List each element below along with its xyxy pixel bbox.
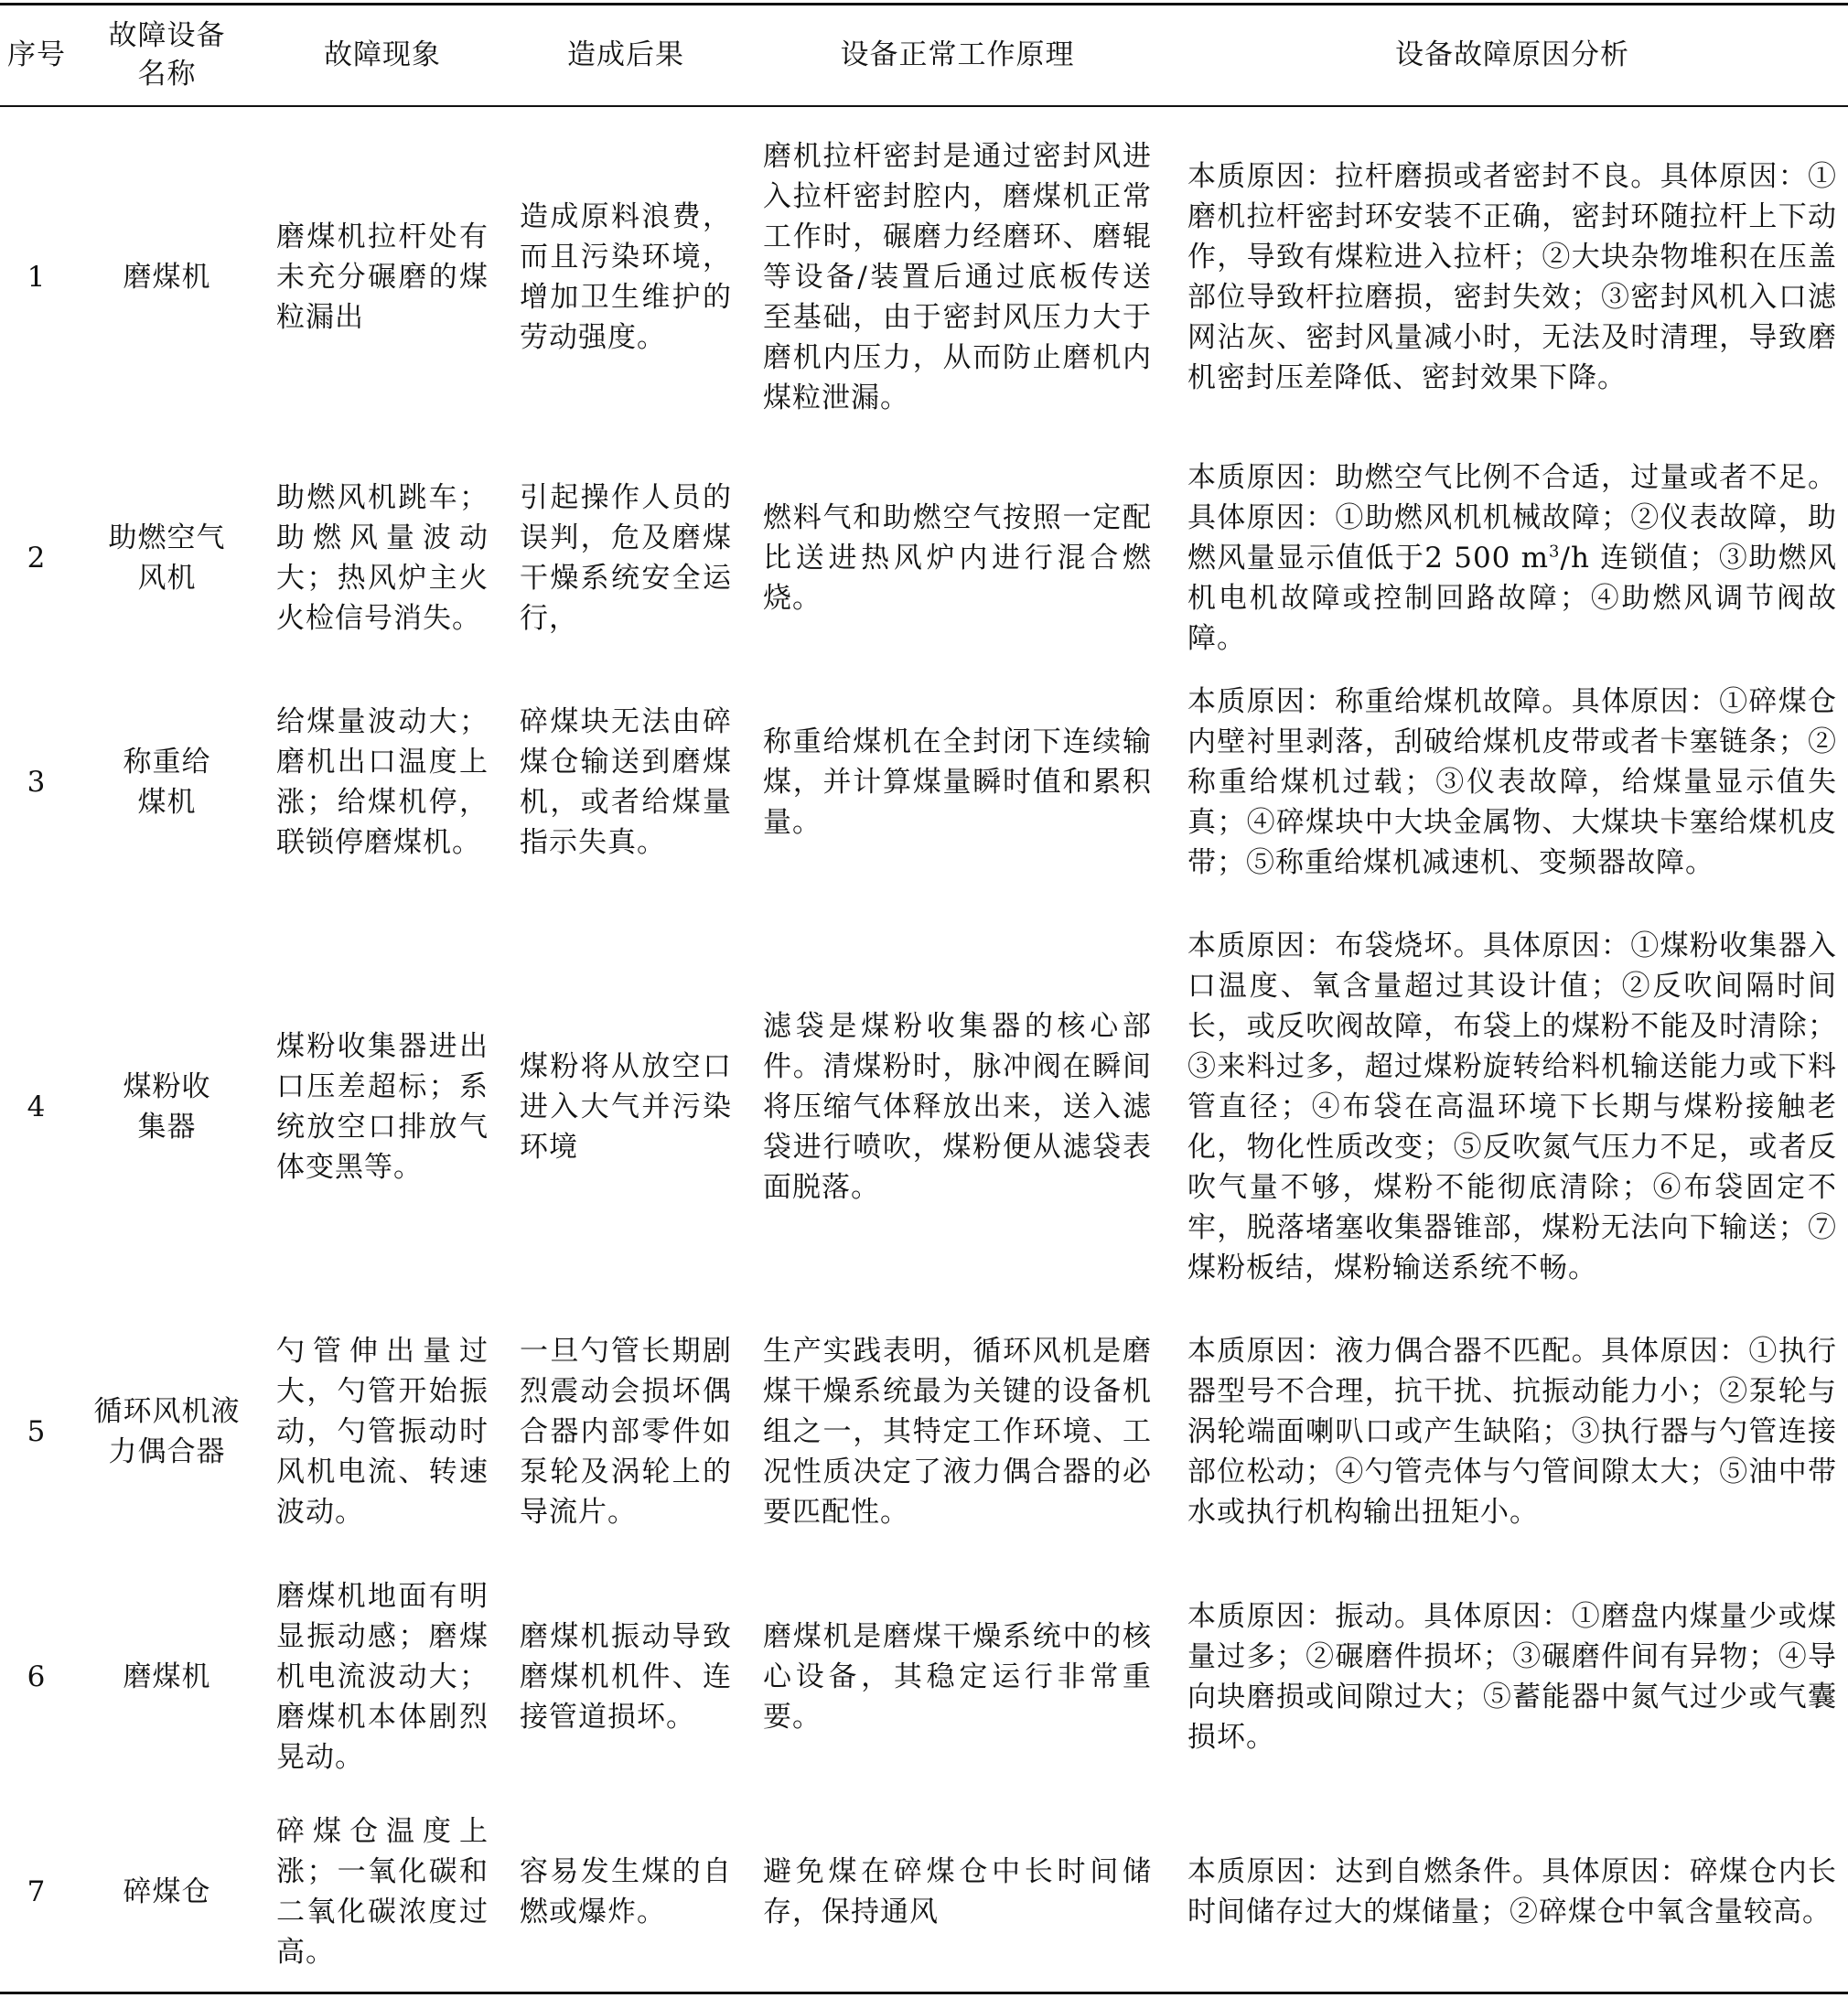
row-6-consequence: 磨煤机振动导致磨煤机机件、连接管道损坏。 bbox=[520, 1619, 732, 1734]
row-7-consequence: 容易发生煤的自燃或爆炸。 bbox=[520, 1854, 732, 1928]
header-principle: 设备正常工作原理 bbox=[840, 38, 1075, 71]
row-4-device: 煤粉收集器 bbox=[123, 1070, 211, 1144]
row-5-device: 循环风机液力偶合器 bbox=[93, 1395, 241, 1468]
row-2-analysis-sup: 3 bbox=[1549, 542, 1561, 562]
row-5-analysis: 本质原因：液力偶合器不匹配。具体原因：①执行器型号不合理，抗干扰、抗振动能力小；②泵轮与涡轮端面喇叭口或产生缺陷；③执行器与勺管连接部位松动；④勺管壳体与勺管间隙太大；⑤油中带水或执行机构输出扭矩小。 bbox=[1187, 1335, 1837, 1529]
row-3-analysis: 本质原因：称重给煤机故障。具体原因：①碎煤仓内壁衬里剥落，刮破给煤机皮带或者卡塞链条；②称重给煤机过载；③仪表故障，给煤量显示值失真；④碎煤块中大块金属物、大煤块卡塞给煤机皮带；⑤称重给煤机减速机、变频器故障。 bbox=[1187, 685, 1837, 879]
row-5-principle: 生产实践表明，循环风机是磨煤干燥系统最为关键的设备机组之一，其特定工作环境、工况性质决定了液力偶合器的必要匹配性。 bbox=[763, 1335, 1152, 1529]
row-4-principle: 滤袋是煤粉收集器的核心部件。清煤粉时，脉冲阀在瞬间将压缩气体释放出来，送入滤袋进行喷吹，煤粉便从滤袋表面脱落。 bbox=[763, 1010, 1152, 1204]
header-analysis: 设备故障原因分析 bbox=[1395, 38, 1629, 71]
row-6-analysis: 本质原因：振动。具体原因：①磨盘内煤量少或煤量过多；②碾磨件损坏；③碾磨件间有异物；④导向块磨损或间隙过大；⑤蓄能器中氮气过少或气囊损坏。 bbox=[1187, 1599, 1837, 1754]
row-1-principle: 磨机拉杆密封是通过密封风进入拉杆密封腔内，磨煤机正常工作时，碾磨力经磨环、磨辊等设备/装置后通过底板传送至基础，由于密封风压力大于磨机内压力，从而防止磨机内煤粒泄漏。 bbox=[763, 139, 1152, 414]
row-1-symptom: 磨煤机拉杆处有未充分碾磨的煤粒漏出 bbox=[276, 220, 489, 334]
row-7-symptom: 碎煤仓温度上涨；一氧化碳和二氧化碳浓度过高。 bbox=[276, 1814, 489, 1969]
row-7-analysis: 本质原因：达到自燃条件。具体原因：碎煤仓内长时间储存过大的煤储量；②碎煤仓中氧含量较高。 bbox=[1187, 1854, 1837, 1928]
row-1-no: 1 bbox=[27, 260, 47, 294]
row-4-analysis: 本质原因：布袋烧坏。具体原因：①煤粉收集器入口温度、氧含量超过其设计值；②反吹间隔时间长，或反吹阀故障，布袋上的煤粉不能及时清除；③来料过多，超过煤粉旋转给料机输送能力或下料管直径；④布袋在高温环境下长期与煤粉接触老化，物化性质改变；⑤反吹氮气压力不足，或者反吹气量不够，煤粉不能彻底清除；⑥布袋固定不牢，脱落堵塞收集器锥部，煤粉无法向下输送；⑦煤粉板结，煤粉输送系统不畅。 bbox=[1187, 929, 1837, 1284]
row-3-consequence: 碎煤块无法由碎煤仓输送到磨煤机，或者给煤量指示失真。 bbox=[520, 705, 732, 859]
row-1-consequence: 造成原料浪费，而且污染环境，增加卫生维护的劳动强度。 bbox=[520, 199, 732, 354]
row-2-device: 助燃空气风机 bbox=[108, 521, 226, 595]
row-4-no: 4 bbox=[27, 1090, 47, 1123]
row-2-no: 2 bbox=[27, 542, 47, 575]
row-7-no: 7 bbox=[27, 1874, 47, 1908]
row-3-device: 称重给煤机 bbox=[123, 746, 211, 819]
row-3-no: 3 bbox=[27, 766, 47, 799]
header-device: 故障设备名称 bbox=[108, 19, 226, 91]
row-6-device: 磨煤机 bbox=[123, 1660, 211, 1693]
header-no: 序号 bbox=[7, 38, 66, 71]
row-2-consequence: 引起操作人员的误判，危及磨煤干燥系统安全运行， bbox=[520, 481, 732, 635]
row-4-symptom: 煤粉收集器进出口压差超标；系统放空口排放气体变黑等。 bbox=[276, 1030, 489, 1184]
header-symptom: 故障现象 bbox=[324, 38, 441, 71]
row-3-principle: 称重给煤机在全封闭下连续输煤，并计算煤量瞬时值和累积量。 bbox=[763, 725, 1152, 839]
row-1-device: 磨煤机 bbox=[123, 260, 211, 294]
row-6-principle: 磨煤机是磨煤干燥系统中的核心设备，其稳定运行非常重要。 bbox=[763, 1619, 1152, 1734]
row-3-symptom: 给煤量波动大；磨机出口温度上涨；给煤机停，联锁停磨煤机。 bbox=[276, 705, 489, 859]
row-2-analysis-part-a: 本质原因：助燃空气比例不合适，过量或者不足。具体原因：①助燃风机机械故障；②仪表故障，助燃风量显示值低于2 500 m bbox=[1187, 461, 1837, 575]
row-2-analysis-part-b: /h 连锁值；③助燃风机电机故障或控制回路故障；④助燃风调节阀故障。 bbox=[1187, 542, 1837, 655]
row-7-principle: 避免煤在碎煤仓中长时间储存，保持通风 bbox=[763, 1854, 1152, 1928]
header-consequence: 造成后果 bbox=[567, 38, 684, 71]
row-5-consequence: 一旦勺管长期剧烈震动会损坏偶合器内部零件如泵轮及涡轮上的导流片。 bbox=[520, 1335, 732, 1529]
row-6-symptom: 磨煤机地面有明显振动感；磨煤机电流波动大；磨煤机本体剧烈晃动。 bbox=[276, 1579, 489, 1774]
row-1-analysis: 本质原因：拉杆磨损或者密封不良。具体原因：①磨机拉杆密封环安装不正确，密封环随拉杆上下动作，导致有煤粒进入拉杆；②大块杂物堆积在压盖部位导致杆拉磨损，密封失效；③密封风机入口滤网沾灰、密封风量减小时，无法及时清理，导致磨机密封压差降低、密封效果下降。 bbox=[1187, 159, 1837, 394]
table-top-rule bbox=[0, 3, 1848, 5]
table-bottom-rule bbox=[0, 1992, 1848, 1994]
row-5-symptom: 勺管伸出量过大，勺管开始振动，勺管振动时风机电流、转速波动。 bbox=[276, 1335, 489, 1529]
table-header-rule bbox=[0, 105, 1848, 107]
row-4-consequence: 煤粉将从放空口进入大气并污染环境 bbox=[520, 1050, 732, 1164]
row-7-device: 碎煤仓 bbox=[123, 1874, 211, 1908]
row-6-no: 6 bbox=[27, 1660, 47, 1693]
row-2-principle: 燃料气和助燃空气按照一定配比送进热风炉内进行混合燃烧。 bbox=[763, 501, 1152, 615]
row-2-analysis bbox=[1187, 457, 1837, 659]
row-5-no: 5 bbox=[27, 1415, 47, 1448]
row-2-symptom: 助燃风机跳车；助燃风量波动大；热风炉主火火检信号消失。 bbox=[276, 481, 489, 635]
